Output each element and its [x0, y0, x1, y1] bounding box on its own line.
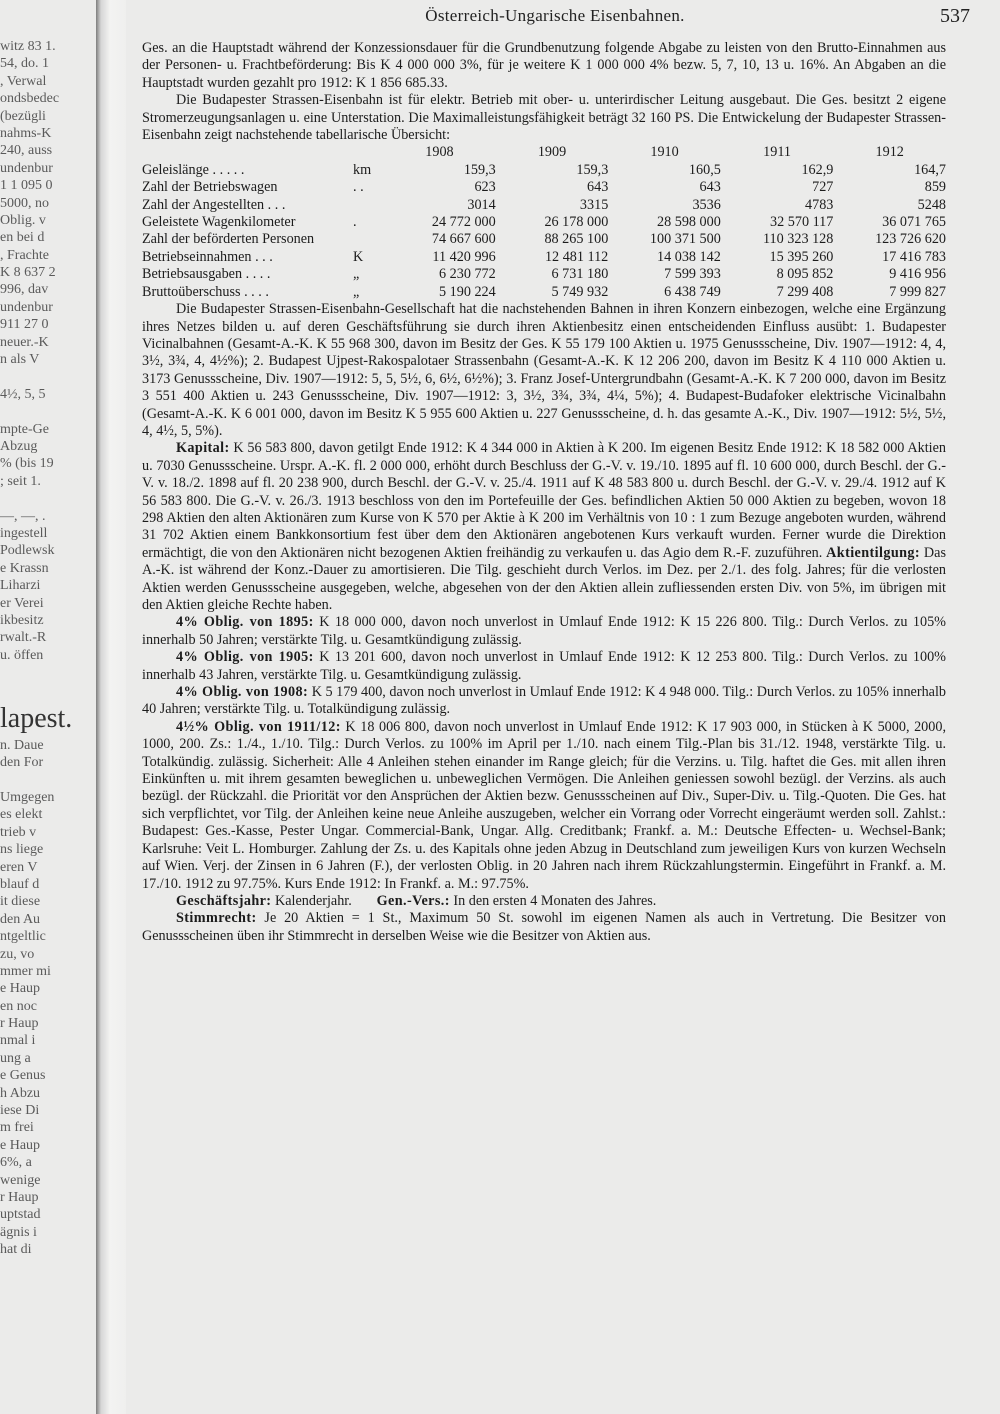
- previous-column-line: es elekt: [0, 807, 43, 823]
- previous-column-line: mmer mi: [0, 963, 51, 979]
- table-cell: 3315: [579, 196, 609, 213]
- previous-column-line: hat di: [0, 1242, 32, 1258]
- table-cell: 159,3: [463, 161, 496, 178]
- konzern-paragraph: Die Budapester Strassen-Eisenbahn-Gesellschaft hat die nachstehenden Bahnen in ihren Konzern einbezogen, welche eine Ergänzung ihres Netzes bilden u. auf deren Geschäftsführung sie durch ihren Aktienbesitz einen entscheidenden Einfluss ausübt: 1. Budapester Vicinalbahnen (Gesamt-A.-K. K 55 968 300, davon im Besitz der Ges. K 55 179 100 Aktien u. 1975 Genussscheine, Div. 1907—1912: 4, 4, 3½, 3¾, 4, 4½%); 2. Budapest Ujpest-Rakospalotaer Strassenbahn (Gesamt-A.-K. K 12 206 200, davon im Besitz K 4 110 000 Aktien u. 3173 Genussscheine, Div. 1907—1912: 5, 5, 5½, 6, 6½, 6½%); 3. Franz Josef-Untergrundbahn (Gesamt-A.-K. K 7 200 000, davon im Besitz 3 551 400 Aktien u. 243 Genussscheine, Div. 1907—1912: 3, 3½, 3¾, 3¾, 4¼, 5%); 4. Budapest-Budafoker elektrische Vicinalbahn (Gesamt-A.-K. K 6 001 000, davon im Besitz K 5 955 600 Aktien u. 227 Genussscheine, d. h. das gesamte A.-K., Div. 1907—1912: 5½, 5½, 4, 4½, 5, 5%).: [142, 301, 946, 439]
- table-cell: 160,5: [688, 161, 721, 178]
- table-row: [142, 249, 946, 266]
- stimmrecht-label: Stimmrecht:: [176, 910, 257, 927]
- previous-column-line: Abzug: [0, 438, 38, 454]
- previous-column-line: ingestell: [0, 525, 48, 541]
- previous-column-line: ntgeltlic: [0, 929, 46, 945]
- table-cell: 3014: [467, 196, 496, 213]
- previous-column-line: ung a: [0, 1050, 31, 1066]
- table-row: [142, 179, 946, 196]
- previous-column-line: e Haup: [0, 981, 41, 997]
- previous-column-line: [0, 681, 96, 698]
- genvers-label: Gen.-Vers.:: [376, 892, 450, 909]
- book-gutter: [96, 0, 126, 1414]
- previous-column-line: (bezügli: [0, 108, 46, 124]
- previous-column-line: den For: [0, 755, 44, 771]
- kapital-label: Kapital:: [176, 440, 230, 457]
- previous-column-line: it diese: [0, 894, 41, 910]
- previous-column-line: ikbesitz: [0, 612, 44, 628]
- table-cell: 5 749 932: [551, 283, 609, 300]
- aktientilgung-text: Das A.-K. ist während der Konz.-Dauer zu amortisieren. Die Tilg. geschieht durch Verlos. im Dez. per 2./1. des folg. Jahres; für die verlosten Aktien werden Genussscheine ausgegeben, welche, abgesehen von der den Aktien allein zufliessenden ersten Div. von 5%, im übrigen mit den Aktien gleiche Rechte haben.: [142, 544, 946, 613]
- previous-column-line: [0, 664, 96, 681]
- table-unit-header: [353, 144, 383, 161]
- year-header: 1909: [537, 144, 567, 161]
- row-unit: [353, 231, 383, 248]
- row-label: Geleislänge . . . . .: [142, 161, 245, 178]
- table-cell: 5248: [917, 196, 946, 213]
- previous-column-line: h Abzu: [0, 1085, 41, 1101]
- previous-column-line: ägnis i: [0, 1224, 37, 1240]
- table-cell: 162,9: [801, 161, 834, 178]
- aktientilgung-label: Aktientilgung:: [826, 544, 921, 561]
- table-cell: 36 071 765: [882, 214, 946, 231]
- oblig-1905-paragraph: [142, 649, 946, 684]
- oblig-1911-paragraph: [142, 719, 946, 893]
- row-label: Zahl der Betriebswagen: [142, 179, 278, 196]
- intro-paragraph-1: Ges. an die Hauptstadt während der Konzessionsdauer für die Grundbenutzung folgende Abgabe zu leisten von den Brutto-Einnahmen aus der Personen- u. Frachtbeförderung: Bis K 4 000 000 3%, für je weitere K 1 000 000 4% bezw. 5, 7, 10, 13 u. 16%. An Abgaben an die Hauptstadt wurden gezahlt pro 1912: K 1 856 685.33.: [142, 40, 946, 91]
- previous-column-line: —, —, .: [0, 508, 46, 524]
- row-label: Geleistete Wagenkilometer: [142, 214, 296, 231]
- genvers-text: In den ersten 4 Monaten des Jahres.: [449, 892, 657, 909]
- previous-column-line: [0, 490, 96, 507]
- table-cell: 623: [474, 179, 496, 196]
- table-cell: 5 190 224: [438, 283, 496, 300]
- previous-column-line: nahms-K: [0, 125, 52, 141]
- row-unit: . .: [353, 179, 364, 196]
- stimmrecht-paragraph: [142, 910, 946, 945]
- running-title: Österreich-Ungarische Eisenbahnen.: [425, 6, 685, 25]
- row-label: Betriebseinnahmen . . .: [142, 248, 273, 265]
- table-cell: 6 731 180: [551, 266, 609, 283]
- table-row: [142, 162, 946, 179]
- previous-column-line: blauf d: [0, 876, 40, 892]
- previous-column-line: [0, 403, 96, 420]
- previous-column-line: Podlewsk: [0, 543, 55, 559]
- previous-column-line: nmal i: [0, 1033, 36, 1049]
- table-cell: 12 481 112: [544, 248, 609, 265]
- previous-column-line: n als V: [0, 352, 40, 368]
- table-cell: 26 178 000: [544, 214, 609, 231]
- table-cell: 4783: [805, 196, 834, 213]
- previous-column-line: Liharzi: [0, 578, 41, 594]
- previous-column-line: zu, vo: [0, 946, 35, 962]
- table-row: [142, 284, 946, 301]
- oblig-1908-paragraph: [142, 684, 946, 719]
- geschaeftsjahr-text: Kalenderjahr.: [271, 892, 352, 909]
- main-column: [142, 40, 946, 945]
- previous-column-line: ; seit 1.: [0, 473, 41, 489]
- previous-column-line: uptstad: [0, 1207, 41, 1223]
- year-header: 1912: [875, 144, 904, 161]
- table-cell: 110 323 128: [762, 231, 834, 248]
- table-cell: 28 598 000: [656, 214, 721, 231]
- kapital-paragraph: [142, 440, 946, 614]
- previous-column-line: witz 83 1.: [0, 39, 56, 54]
- previous-column-line: undenbur: [0, 160, 53, 176]
- previous-column-line: Umgegen: [0, 790, 55, 806]
- previous-column-line: trieb v: [0, 824, 37, 840]
- row-unit: .: [353, 214, 357, 231]
- geschaeftsjahr-paragraph: [142, 893, 946, 910]
- previous-column-line: n. Daue: [0, 737, 44, 753]
- previous-column-line: 911 27 0: [0, 317, 49, 333]
- row-unit: „: [353, 266, 360, 283]
- table-header-row: [142, 144, 946, 161]
- previous-column-line: 5000, no: [0, 195, 49, 211]
- year-header: 1910: [650, 144, 679, 161]
- previous-column-line: r Haup: [0, 1190, 39, 1205]
- page-header: [140, 6, 970, 32]
- oblig-1895-text: K 18 000 000, davon noch unverlost in Umlauf Ende 1912: K 15 226 800. Tilg.: Durch Verlos. zu 105% innerhalb 50 Jahren; verstärkte Tilg. u. Gesamtkündigung zulässig.: [142, 614, 947, 648]
- table-cell: 15 395 260: [769, 248, 834, 265]
- table-cell: 100 371 500: [649, 231, 721, 248]
- previous-column-line: er Verei: [0, 595, 44, 611]
- row-unit: [353, 197, 383, 214]
- previous-column-line: 1 1 095 0: [0, 178, 53, 194]
- table-cell: 88 265 100: [544, 231, 609, 248]
- oblig-1905-label: 4% Oblig. von 1905:: [176, 649, 314, 666]
- table-cell: 159,3: [576, 161, 609, 178]
- previous-column-line: ondsbedec: [0, 91, 60, 107]
- previous-column-line: e Genus: [0, 1068, 46, 1084]
- previous-column-line: e Haup: [0, 1137, 41, 1153]
- table-cell: 8 095 852: [776, 266, 834, 283]
- previous-column-line: m frei: [0, 1120, 34, 1136]
- table-row: [142, 266, 946, 283]
- oblig-1911-label: 4½% Oblig. von 1911/12:: [176, 718, 341, 735]
- table-cell: 7 599 393: [664, 266, 721, 283]
- previous-column-line: u. öffen: [0, 647, 44, 663]
- table-cell: 123 726 620: [875, 231, 946, 248]
- table-cell: 164,7: [914, 161, 946, 178]
- table-cell: 17 416 783: [882, 248, 946, 265]
- year-header: 1911: [763, 144, 792, 161]
- oblig-1905-text: K 13 201 600, davon noch unverlost in Umlauf Ende 1912: K 12 253 800. Tilg.: Durch Verlos. zu 100% innerhalb 43 Jahren, verstärkte Tilg. u. Gesamtkündigung zulässig.: [142, 649, 947, 683]
- table-cell: 32 570 117: [770, 214, 834, 231]
- previous-column-line: wenige: [0, 1172, 41, 1188]
- table-cell: 7 999 827: [889, 283, 946, 300]
- table-cell: 643: [587, 179, 609, 196]
- row-unit: „: [353, 283, 360, 300]
- oblig-1895-label: 4% Oblig. von 1895:: [176, 614, 314, 631]
- table-cell: 11 420 996: [432, 248, 496, 265]
- previous-column-line: K 8 637 2: [0, 265, 56, 281]
- previous-column-line: 6%, a: [0, 1155, 32, 1171]
- row-unit: K: [353, 248, 364, 265]
- previous-column-fragments: [0, 38, 96, 1378]
- row-label: Zahl der Angestellten . . .: [142, 196, 286, 213]
- previous-column-line: 996, dav: [0, 282, 49, 298]
- table-cell: 643: [699, 179, 721, 196]
- table-cell: 7 299 408: [776, 283, 834, 300]
- intro-paragraph-2: Die Budapester Strassen-Eisenbahn ist für elektr. Betrieb mit ober- u. unterirdischer Leitung ausgebaut. Die Ges. besitzt 2 eigene Stromerzeugungsanlagen u. eine Unterstation. Die Maximalleistungsfähigkeit beträgt 32 160 PS. Die Entwickelung der Budapester Strassen-Eisenbahn zeigt nachstehende tabellarische Übersicht:: [142, 92, 946, 144]
- previous-column-line: den Au: [0, 911, 41, 927]
- previous-column-line: [0, 368, 96, 385]
- table-row: [142, 231, 946, 248]
- previous-column-line: iese Di: [0, 1103, 40, 1119]
- table-cell: 74 667 600: [431, 231, 496, 248]
- previous-column-line: undenbur: [0, 299, 53, 315]
- oblig-1911-text: K 18 006 800, davon noch unverlost in Umlauf Ende 1912: K 17 903 000, in Stücken à K 5000, 2000, 1000, 200. Zs.: 1./4., 1./10. Tilg.: Durch Verlos. zu 100% im April per 1./10. nach einem Tilg.-Plan bis 31./12. 1948, verstärkte Tilg. u. Totalkündig. zulässig. Sicherheit: Alle 4 Anleihen stehen einander im Range gleich; für die Verzins. u. Tilg. haftet die Ges. mit allen ihren Einkünften u. mit ihrem gesamten beweglichen u. unbeweglichen Vermögen. Die Anleihen geniessen sowohl bezügl. der Verzins. als auch bezügl. der Rückzahl. die Priorität vor den Ansprüchen der Aktien bezw. Genussscheinen auf Div., Super-Div. u. Tilg.-Quoten. Die Ges. hat sich verpflichtet, vor Tilg. der Anleihen keine neue Anleihe auszugeben, welcher ein Vorrang oder Vorrecht eingeräumt werden soll. Zahlst.: Budapest: Ges.-Kasse, Pester Ungar. Commercial-Bank, Ungar. Allg. Creditbank; Frankf. a. M.: Deutsche Effecten- u. Wechsel-Bank; Karlsruhe: Veit L. Homburger. Zahlung der Zs. u. des Kapitals ohne jeden Abzug in Deutschland zum jeweiligen Kurs von kurzen Wechseln auf Wien. Verj. der Zinsen in 6 Jahren (F.), der verlosten Oblig. in 20 Jahren nach ihrem Rückzahlungstermin. Eingeführt in Frankf. a. M. 17./10. 1912 zu 97.75%. Kurs Ende 1912: In Frankf. a. M.: 97.75%.: [142, 718, 946, 892]
- previous-column-line: rwalt.-R: [0, 630, 47, 646]
- row-label: Betriebsausgaben . . . .: [142, 266, 271, 283]
- table-cell: 14 038 142: [656, 248, 721, 265]
- table-cell: 859: [924, 179, 946, 196]
- table-cell: 727: [812, 179, 834, 196]
- year-header: 1908: [425, 144, 454, 161]
- stimmrecht-text: Je 20 Aktien = 1 St., Maximum 50 St. sowohl im eigenen Namen als auch in Vertretung. Die Besitzer von Genussscheinen üben ihr Stimmrecht in derselben Weise wie die Besitzer von Aktien aus.: [142, 910, 946, 944]
- oblig-1908-text: K 5 179 400, davon noch unverlost in Umlauf Ende 1912: K 4 948 000. Tilg.: Durch Verlos. zu 105% innerhalb 40 Jahren; verstärkte Tilg. u. Totalkündigung zulässig.: [142, 684, 946, 718]
- table-cell: 3536: [692, 196, 721, 213]
- table-cell: 9 416 956: [889, 266, 946, 283]
- previous-column-line: neuer.-K: [0, 334, 49, 350]
- table-cell: 6 230 772: [438, 266, 496, 283]
- previous-column-line: eren V: [0, 859, 38, 875]
- page-number: 537: [940, 5, 970, 27]
- previous-column-line: ns liege: [0, 842, 44, 858]
- previous-column-line: e Krassn: [0, 560, 49, 576]
- kapital-text: K 56 583 800, davon getilgt Ende 1912: K 4 344 000 in Aktien à K 200. Im eigenen Besitz Ende 1912: K 18 582 000 Aktien u. 7030 Genussscheine. Urspr. A.-K. fl. 2 000 000, erhöht durch Beschluss der G.-V. v. 19./10. 1895 auf fl. 10 600 000, durch Beschl. der G.-V. v. 18./2. 1898 auf fl. 20 238 900, durch Beschl. der G.-V. v. 25./4. 1911 auf K 48 583 800 u. durch Beschl. der G.-V. v. 29./4. 1912 auf K 56 583 800. Die G.-V. v. 26./3. 1913 beschloss von den im Portefeuille der Ges. befindlichen Aktien 50 000 Aktien zu begeben, wovon 18 298 Aktien den alten Aktionären zum Kurse von K 570 per Aktie à K 200 im Verhältnis von 10 : 1 zum Bezuge angeboten wurden, während 31 702 Aktien einem Bankkonsortium fest über dem den Aktionären angebotenen Kurs verkauft wurden. Ferner wurde die Direktion ermächtigt, die von den Aktionären nicht bezogenen Aktien freihändig zu verkaufen u. das Agio dem R.-F. zuzuführen.: [142, 440, 946, 561]
- table-row: [142, 197, 946, 214]
- previous-column-line: r Haup: [0, 1016, 39, 1032]
- oblig-1908-label: 4% Oblig. von 1908:: [176, 684, 309, 701]
- previous-column-line: mpte-Ge: [0, 421, 49, 437]
- previous-column-line: % (bis 19: [0, 456, 54, 472]
- previous-column-line: lapest.: [0, 702, 73, 734]
- row-unit: km: [353, 161, 372, 178]
- statistics-table: [142, 144, 946, 301]
- geschaeftsjahr-label: Geschäftsjahr:: [176, 892, 272, 909]
- table-corner: [142, 144, 353, 161]
- row-label: Bruttoüberschuss . . . .: [142, 283, 269, 300]
- previous-column-line: , Frachte: [0, 247, 49, 263]
- previous-column-line: en bei d: [0, 230, 45, 246]
- previous-column-line: 4½, 5, 5: [0, 386, 46, 402]
- oblig-1895-paragraph: [142, 614, 946, 649]
- table-cell: 24 772 000: [431, 214, 496, 231]
- table-cell: 6 438 749: [664, 283, 721, 300]
- previous-column-line: [0, 772, 96, 789]
- previous-column-line: en noc: [0, 998, 37, 1014]
- previous-column-line: 240, auss: [0, 143, 53, 159]
- previous-column-line: Oblig. v: [0, 212, 46, 228]
- previous-column-line: , Verwal: [0, 73, 47, 89]
- row-label: Zahl der beförderten Personen: [142, 231, 315, 248]
- table-row: [142, 214, 946, 231]
- previous-column-line: 54, do. 1: [0, 56, 49, 72]
